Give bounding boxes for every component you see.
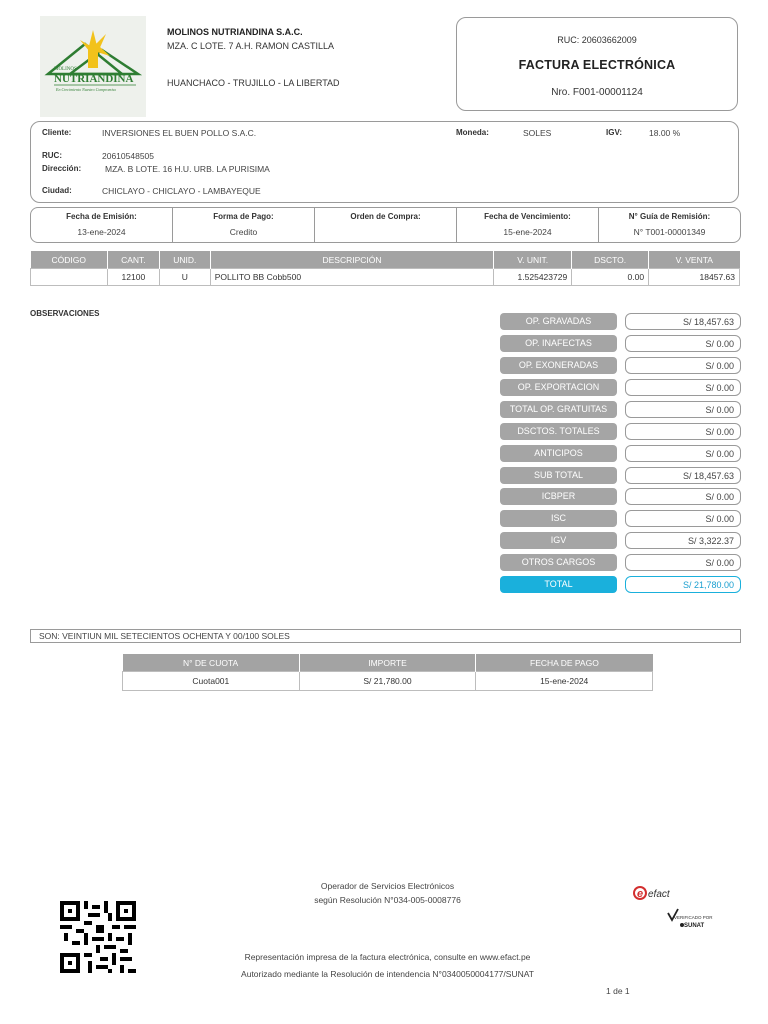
ose-resolution-text: según Resolución N°034-005-0008776 (314, 895, 461, 905)
cell-sale-value: 18457.63 (649, 269, 740, 286)
dispatch-guide-value: N° T001-00001349 (633, 227, 706, 237)
page-number: 1 de 1 (606, 986, 630, 996)
client-address: MZA. B LOTE. 16 H.U. URB. LA PURISIMA (105, 164, 270, 174)
total-label-igv: IGV (500, 532, 617, 549)
col-header-amount: IMPORTE (299, 654, 476, 672)
total-label-descuentos: DSCTOS. TOTALES (500, 423, 617, 440)
total-label-exoneradas: OP. EXONERADAS (500, 357, 617, 374)
col-header-sale-value: V. VENTA (649, 251, 740, 269)
city-label: Ciudad: (42, 186, 72, 195)
dispatch-guide-label: N° Guía de Remisión: (628, 212, 711, 221)
total-value-isc: S/ 0.00 (625, 510, 741, 527)
issue-date-value: 13-ene-2024 (77, 227, 126, 237)
amount-in-words: SON: VEINTIUN MIL SETECIENTOS OCHENTA Y 00/100 SOLES (30, 629, 741, 643)
total-label-anticipos: ANTICIPOS (500, 445, 617, 462)
efact-logo-text: efact (648, 889, 670, 900)
total-value-icbper: S/ 0.00 (625, 488, 741, 505)
total-label-icbper: ICBPER (500, 488, 617, 505)
total-label-otros-cargos: OTROS CARGOS (500, 554, 617, 571)
authorization-text: Autorizado mediante la Resolución de intendencia N°0340050004177/SUNAT (241, 969, 534, 979)
invoice-header-box (456, 17, 738, 111)
total-label-gravadas: OP. GRAVADAS (500, 313, 617, 330)
installments-table (122, 654, 653, 691)
company-name: MOLINOS NUTRIANDINA S.A.C. (167, 27, 303, 37)
invoice-number: Nro. F001-00001124 (551, 87, 643, 98)
cell-qty: 12100 (107, 269, 159, 286)
printed-representation-text: Representación impresa de la factura electrónica, consulte en www.efact.pe (244, 952, 531, 962)
client-label: Cliente: (42, 128, 72, 137)
payment-method-label: Forma de Pago: (213, 212, 274, 221)
total-value-subtotal: S/ 18,457.63 (625, 467, 741, 484)
col-header-discount: DSCTO. (572, 251, 649, 269)
igv-value: 18.00 % (649, 128, 681, 138)
currency-label: Moneda: (456, 128, 489, 137)
logo-brand-big: NUTRIANDINA (54, 73, 134, 85)
logo-tagline: En Crecimiento Nuestro Compromiso (56, 87, 117, 92)
total-value-inafectas: S/ 0.00 (625, 335, 741, 352)
cell-payment-date: 15-ene-2024 (476, 672, 653, 691)
payment-method-cell (173, 208, 315, 242)
purchase-order-label: Orden de Compra: (350, 212, 421, 221)
total-value-gratuitas: S/ 0.00 (625, 401, 741, 418)
qr-code-icon (60, 901, 136, 973)
efact-logo (632, 884, 676, 902)
col-header-unit-value: V. UNIT. (494, 251, 572, 269)
total-value-total: S/ 21,780.00 (625, 576, 741, 593)
total-label-isc: ISC (500, 510, 617, 527)
items-header-row (31, 251, 740, 269)
col-header-code: CÓDIGO (31, 251, 108, 269)
total-label-inafectas: OP. INAFECTAS (500, 335, 617, 352)
total-value-descuentos: S/ 0.00 (625, 423, 741, 440)
issue-date-label: Fecha de Emisión: (66, 212, 137, 221)
company-city: HUANCHACO - TRUJILLO - LA LIBERTAD (167, 78, 340, 88)
due-date-cell (457, 208, 599, 242)
address-label: Dirección: (42, 164, 82, 173)
due-date-value: 15-ene-2024 (503, 227, 552, 237)
cell-unit-value: 1.525423729 (494, 269, 572, 286)
company-address: MZA. C LOTE. 7 A.H. RAMON CASTILLA (167, 41, 335, 51)
sunat-verified-logo (666, 907, 716, 931)
purchase-order-cell (315, 208, 457, 242)
total-value-exportacion: S/ 0.00 (625, 379, 741, 396)
table-row (31, 269, 740, 286)
logo-brand-small: MOLINOS (54, 67, 77, 72)
dates-box (30, 207, 741, 243)
client-info-box (30, 121, 739, 203)
col-header-description: DESCRIPCIÓN (210, 251, 493, 269)
igv-label: IGV: (606, 128, 623, 137)
cell-description: POLLITO BB Cobb500 (210, 269, 493, 286)
sunat-name-text: SUNAT (684, 923, 705, 929)
cell-code (31, 269, 108, 286)
installments-header-row (123, 654, 653, 672)
total-label-total: TOTAL (500, 576, 617, 593)
total-value-anticipos: S/ 0.00 (625, 445, 741, 462)
sunat-verified-text: VERIFICADO POR (674, 915, 713, 920)
cell-installment: Cuota001 (123, 672, 300, 691)
total-label-gratuitas: TOTAL OP. GRATUITAS (500, 401, 617, 418)
col-header-payment-date: FECHA DE PAGO (476, 654, 653, 672)
total-value-gravadas: S/ 18,457.63 (625, 313, 741, 330)
issuer-ruc: RUC: 20603662009 (557, 35, 637, 45)
col-header-unit: UNID. (159, 251, 210, 269)
observations-label: OBSERVACIONES (30, 309, 100, 318)
total-label-subtotal: SUB TOTAL (500, 467, 617, 484)
cell-amount: S/ 21,780.00 (299, 672, 476, 691)
issue-date-cell (31, 208, 173, 242)
cell-unit: U (159, 269, 210, 286)
total-value-igv: S/ 3,322.37 (625, 532, 741, 549)
col-header-qty: CANT. (107, 251, 159, 269)
client-name: INVERSIONES EL BUEN POLLO S.A.C. (102, 128, 257, 138)
total-label-exportacion: OP. EXPORTACION (500, 379, 617, 396)
company-logo (40, 16, 146, 117)
client-ruc-label: RUC: (42, 151, 62, 160)
client-city: CHICLAYO - CHICLAYO - LAMBAYEQUE (102, 186, 261, 196)
total-value-exoneradas: S/ 0.00 (625, 357, 741, 374)
dispatch-guide-cell (599, 208, 740, 242)
ose-operator-text: Operador de Servicios Electrónicos (320, 881, 455, 891)
invoice-title: FACTURA ELECTRÓNICA (518, 58, 676, 72)
payment-method-value: Credito (229, 227, 258, 237)
table-row (123, 672, 653, 691)
svg-text:e: e (637, 888, 644, 900)
client-ruc: 20610548505 (102, 151, 155, 161)
currency-value: SOLES (523, 128, 552, 138)
due-date-label: Fecha de Vencimiento: (484, 212, 571, 221)
total-value-otros-cargos: S/ 0.00 (625, 554, 741, 571)
items-table (30, 251, 740, 286)
cell-discount: 0.00 (572, 269, 649, 286)
col-header-installment: N° DE CUOTA (123, 654, 300, 672)
